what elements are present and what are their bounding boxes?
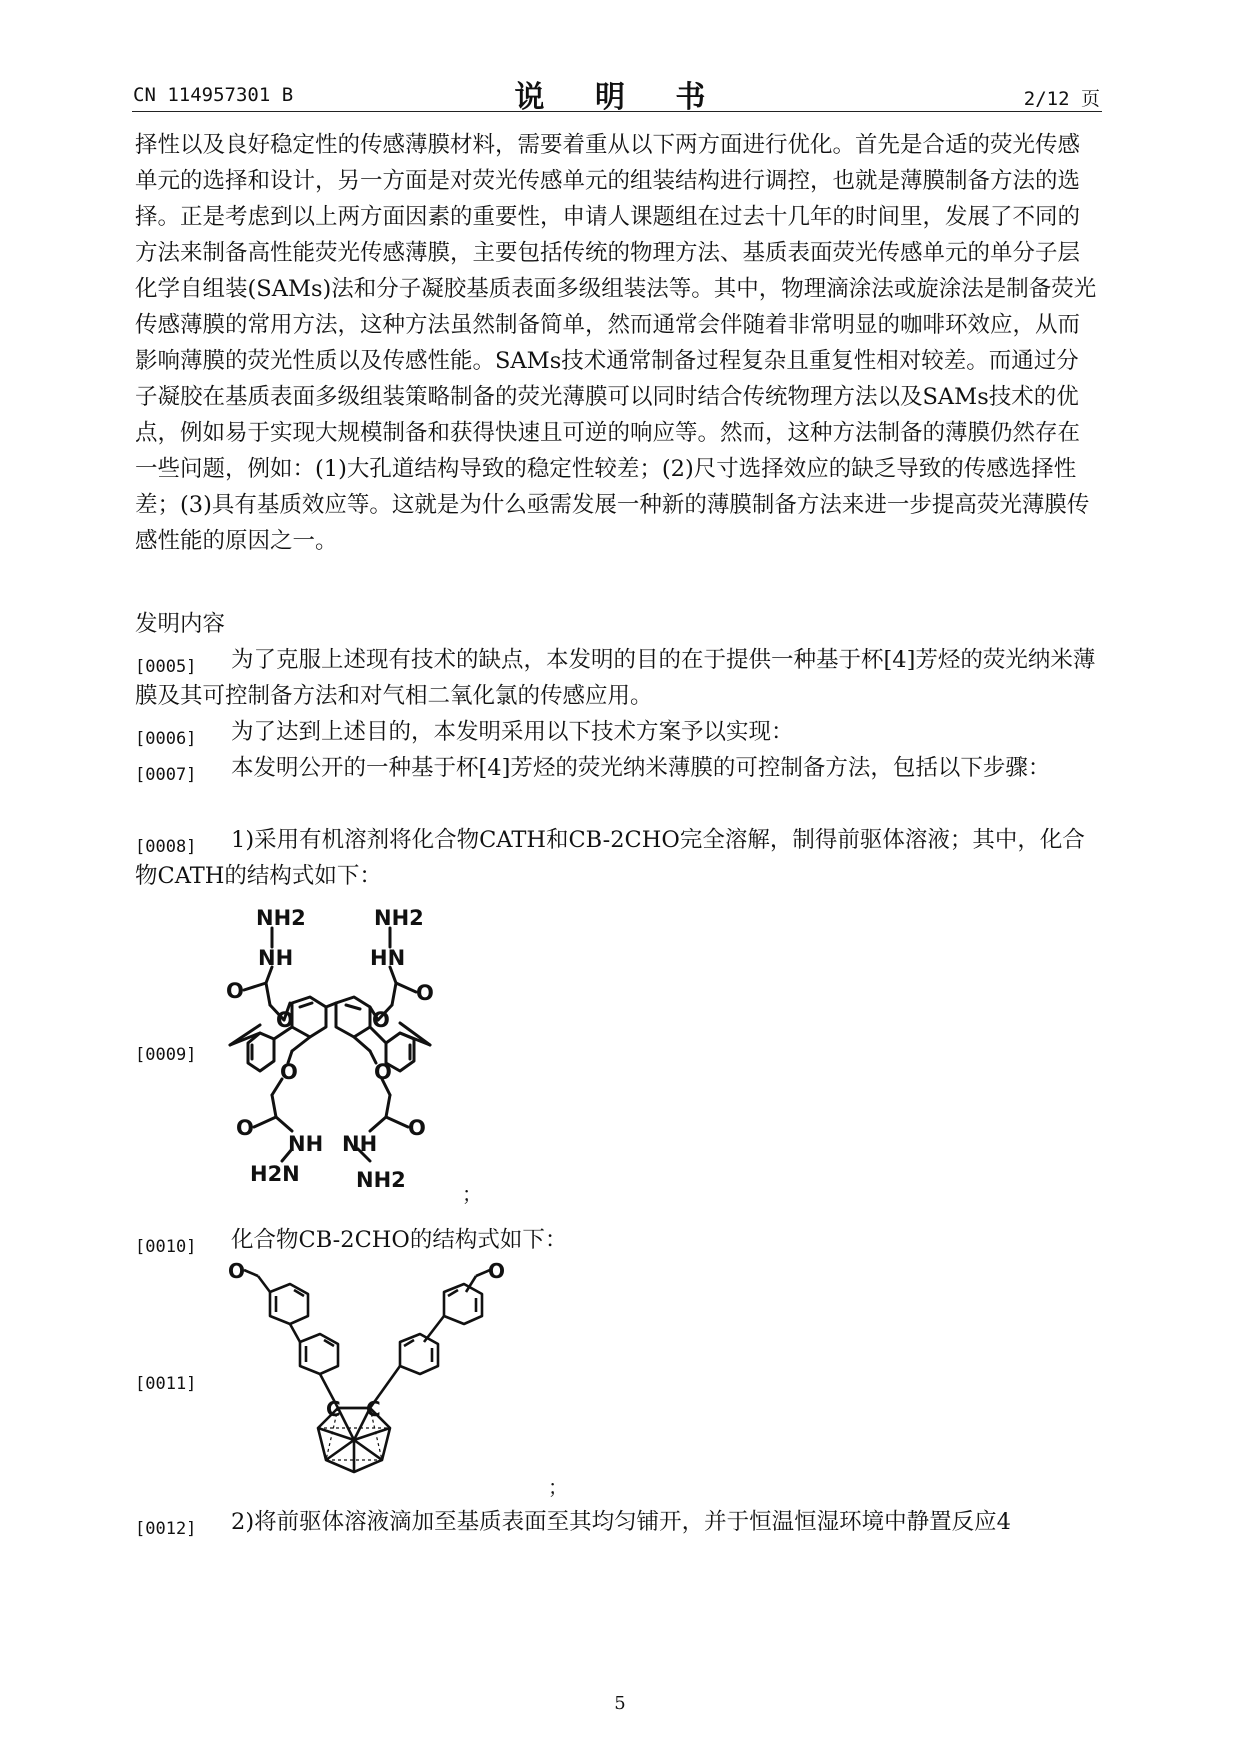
atom-label: C [366,1397,381,1421]
paragraph-0007 [135,750,1101,786]
paragraph-number: [0006] [135,729,197,749]
atom-label: O [416,981,434,1005]
atom-label: NH2 [374,906,424,930]
paragraph-number: [0008] [135,837,197,857]
paragraph-text: 2)将前驱体溶液滴加至基质表面至其均匀铺开，并于恒温恒湿环境中静置反应4 [231,1509,1011,1535]
paragraph-0009-number: [0009] [135,1045,197,1065]
paragraph-text: 1)采用有机溶剂将化合物CATH和CB-2CHO完全溶解，制得前驱体溶液；其中，化合物CATH的结构式如下： [135,827,1085,889]
atom-label: NH2 [356,1168,406,1192]
paragraph-0012 [135,1504,1101,1540]
atom-label: O [280,1060,298,1084]
atom-label: HN [370,946,406,970]
atom-label: NH2 [256,906,306,930]
cath-structure-figure [226,895,490,1215]
paragraph-text: 为了达到上述目的，本发明采用以下技术方案予以实现： [231,719,794,745]
atom-label: O [372,1008,390,1032]
cb2cho-structure-figure [228,1259,570,1502]
atom-label: NH [288,1132,324,1156]
atom-label: NH [258,946,294,970]
paragraph-text: 为了克服上述现有技术的缺点，本发明的目的在于提供一种基于杯[4]芳烃的荧光纳米薄膜及其可控制备方法和对气相二氧化氯的传感应用。 [135,647,1096,709]
structure-end-mark: ； [548,1475,568,1499]
atom-label: C [326,1397,341,1421]
paragraph-number: [0010] [135,1237,197,1257]
document-title: 说 明 书 [514,80,726,115]
paragraph-text: 化合物CB-2CHO的结构式如下： [231,1227,568,1253]
atom-label: O [236,1116,254,1140]
paragraph-0005 [135,642,1101,714]
section-title: 发明内容 [135,611,226,637]
paragraph-number: [0007] [135,765,197,785]
atom-label: O [228,1259,246,1283]
page-number: 5 [614,1693,626,1714]
atom-label: O [374,1060,392,1084]
atom-label: O [408,1116,426,1140]
paragraph-0008 [135,822,1101,894]
patent-number: CN 114957301 B [133,84,294,106]
atom-label: H2N [250,1162,300,1186]
atom-label: O [488,1259,506,1283]
header-divider [132,111,1102,112]
paragraph-0006 [135,714,1101,750]
paragraph-text: 本发明公开的一种基于杯[4]芳烃的荧光纳米薄膜的可控制备方法，包括以下步骤： [231,755,1051,781]
structure-end-mark: ； [462,1182,482,1206]
atom-label: NH [342,1132,378,1156]
paragraph-0011-number: [0011] [135,1374,197,1394]
paragraph-number: [0012] [135,1519,197,1539]
atom-label: O [226,979,244,1003]
atom-label: O [276,1008,294,1032]
intro-paragraph: 择性以及良好稳定性的传感薄膜材料，需要着重从以下两方面进行优化。首先是合适的荧光传感单元的选择和设计，另一方面是对荧光传感单元的组装结构进行调控，也就是薄膜制备方法的选择。正是考虑到以上两方面因素的重要性，申请人课题组在过去十几年的时间里，发展了不同的方法来制备高性能荧光传感薄膜，主要包括传统的物理方法、基质表面荧光传感单元的单分子层化学自组装(SAMs)法和分子凝胶基质表面多级组装法等。其中，物理滴涂法或旋涂法是制备荧光传感薄膜的常用方法，这种方法虽然制备简单，然而通常会伴随着非常明显的咖啡环效应，从而影响薄膜的荧光性质以及传感性能。SAMs技术通常制备过程复杂且重复性相对较差。而通过分子凝胶在基质表面多级组装策略制备的荧光薄膜可以同时结合传统物理方法以及SAMs技术的优点，例如易于实现大规模制备和获得快速且可逆的响应等。然而，这种方法制备的薄膜仍然存在一些问题，例如：(1)大孔道结构导致的稳定性较差；(2)尺寸选择效应的缺乏导致的传感选择性差；(3)具有基质效应等。这就是为什么亟需发展一种新的薄膜制备方法来进一步提高荧光薄膜传感性能的原因之一。 [135,132,1097,554]
paragraph-0010 [135,1222,1101,1258]
page-indicator: 2/12 页 [1023,88,1100,110]
paragraph-number: [0005] [135,657,197,677]
